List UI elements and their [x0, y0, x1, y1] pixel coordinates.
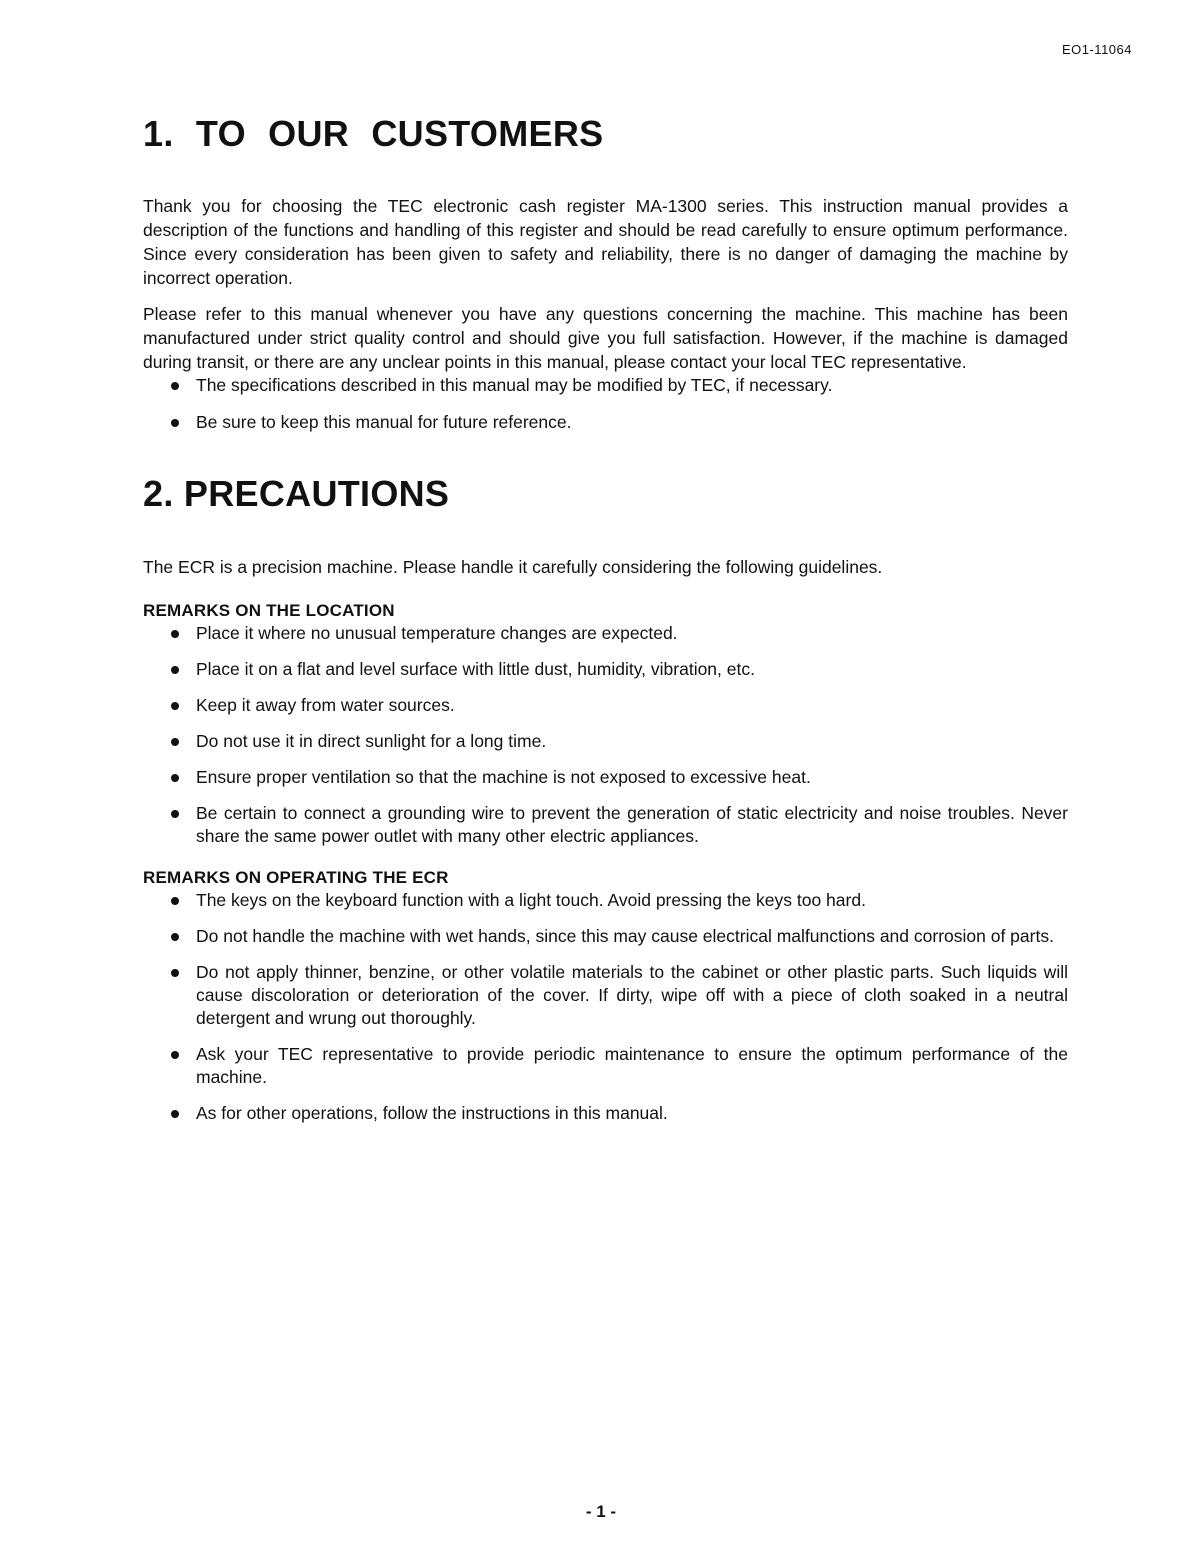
list-item: As for other operations, follow the instructions in this manual. — [143, 1102, 1068, 1125]
subheading-location: REMARKS ON THE LOCATION — [143, 601, 395, 620]
bullet-dot-icon — [171, 738, 179, 746]
list-item: The keys on the keyboard function with a light touch. Avoid pressing the keys too hard. — [143, 889, 1068, 912]
bullet-dot-icon — [171, 382, 179, 390]
document-body — [143, 112, 1068, 1138]
list-item: Do not handle the machine with wet hands, since this may cause electrical malfunctions and corrosion of parts. — [143, 925, 1068, 948]
list-item: Ask your TEC representative to provide periodic maintenance to ensure the optimum performance of the machine. — [143, 1043, 1068, 1089]
location-bullet-list — [143, 622, 1068, 848]
list-item: Do not apply thinner, benzine, or other volatile materials to the cabinet or other plastic parts. Such liquids will cause discoloration or deterioration of the cover. If dirty, wipe off with a piece of cloth soaked in a neutral detergent and wrung out thoroughly. — [143, 961, 1068, 1030]
operating-bullet-list — [143, 889, 1068, 1125]
list-item: The specifications described in this manual may be modified by TEC, if necessary. — [143, 374, 1068, 397]
bullet-dot-icon — [171, 933, 179, 941]
list-item: Place it where no unusual temperature changes are expected. — [143, 622, 1068, 645]
subheading-operating: REMARKS ON OPERATING THE ECR — [143, 868, 449, 887]
list-item: Keep it away from water sources. — [143, 694, 1068, 717]
list-item: Be sure to keep this manual for future reference. — [143, 411, 1068, 434]
document-code: EO1-11064 — [1061, 42, 1132, 57]
bullet-dot-icon — [171, 1110, 179, 1118]
list-item: Do not use it in direct sunlight for a long time. — [143, 730, 1068, 753]
list-item: Place it on a flat and level surface with little dust, humidity, vibration, etc. — [143, 658, 1068, 681]
bullet-dot-icon — [171, 1051, 179, 1059]
section-title-precautions: 2. PRECAUTIONS — [143, 473, 450, 514]
customers-paragraph-2: Please refer to this manual whenever you have any questions concerning the machine. This machine has been manufactured under strict quality control and should give you full satisfaction. However, if the machine is damaged during transit, or there are any unclear points in this manual, please contact your local TEC representative. — [143, 304, 1068, 372]
page-number: - 1 - — [585, 1502, 617, 1521]
bullet-dot-icon — [171, 897, 179, 905]
customers-paragraph-1: Thank you for choosing the TEC electronic cash register MA-1300 series. This instruction manual provides a description of the functions and handling of this register and should be read carefully to ensure optimum performance. Since every consideration has been given to safety and reliability, there is no danger of damaging the machine by incorrect operation. — [143, 196, 1068, 288]
bullet-dot-icon — [171, 810, 179, 818]
bullet-dot-icon — [171, 702, 179, 710]
bullet-dot-icon — [171, 774, 179, 782]
customers-bullet-list — [143, 374, 1068, 434]
list-item: Ensure proper ventilation so that the machine is not exposed to excessive heat. — [143, 766, 1068, 789]
list-item: Be certain to connect a grounding wire to prevent the generation of static electricity and noise troubles. Never share the same power outlet with many other electric appliances. — [143, 802, 1068, 848]
bullet-dot-icon — [171, 419, 179, 427]
bullet-dot-icon — [171, 969, 179, 977]
precautions-intro: The ECR is a precision machine. Please handle it carefully considering the following guidelines. — [143, 557, 883, 577]
bullet-dot-icon — [171, 666, 179, 674]
section-title-customers: 1. TO OUR CUSTOMERS — [143, 113, 604, 154]
bullet-dot-icon — [171, 630, 179, 638]
